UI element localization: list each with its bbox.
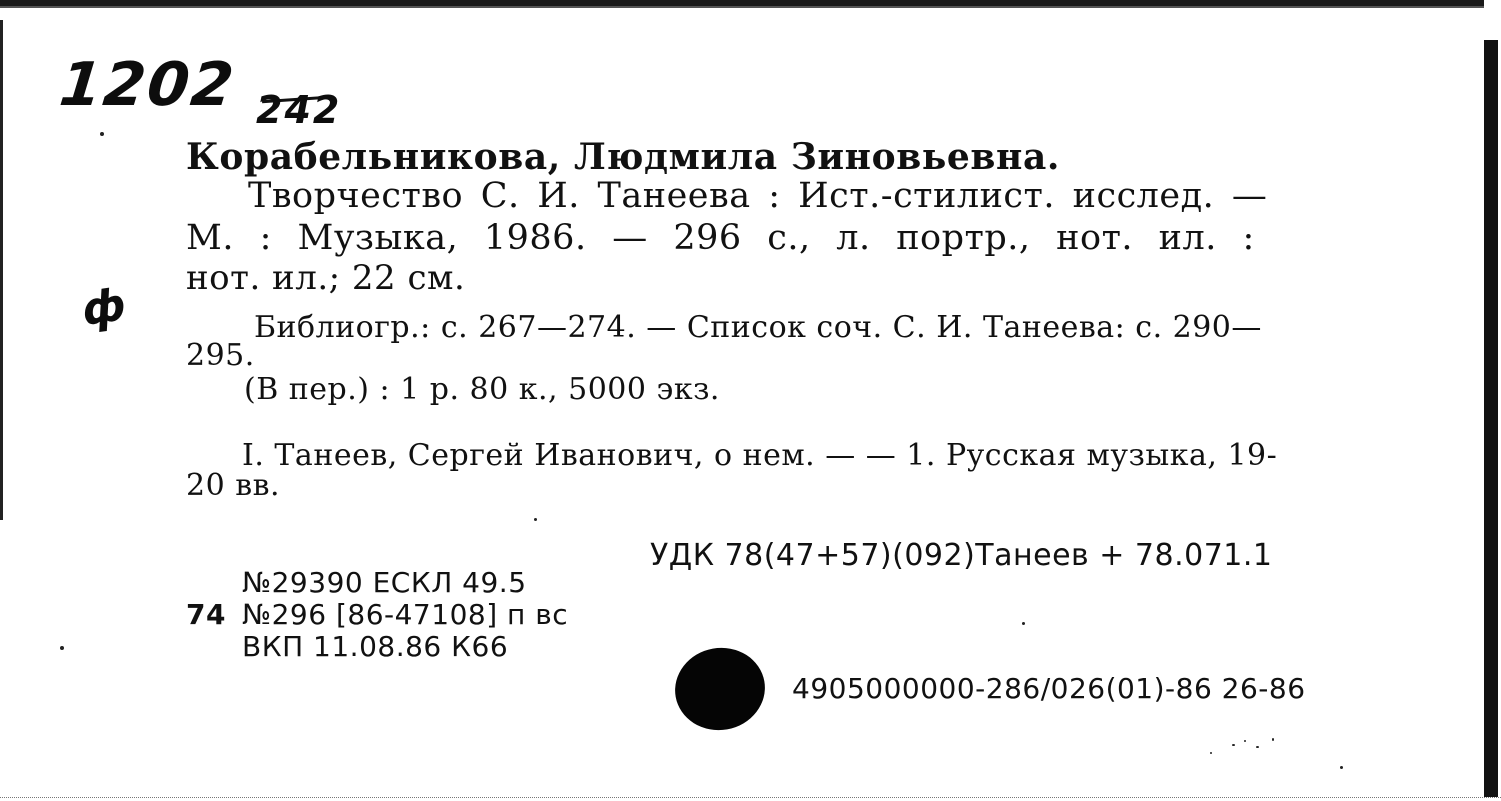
scan-speck [1232,744,1235,746]
scan-speck [1340,766,1343,769]
scan-speck [1244,740,1246,742]
handwritten-shelf-mark-sup: 242 [256,88,342,132]
bibliography-note-line-2: 295. [186,338,255,373]
scan-speck [1272,738,1274,741]
handwritten-shelf-mark: 1202 [56,50,239,120]
title-line-2: М. : Музыка, 1986. — 296 с., л. портр., нот. ил. : [186,218,1255,258]
udk-classification: УДК 78(47+57)(092)Танеев + 78.071.1 [650,538,1273,573]
registration-line-1: №29390 ЕСКЛ 49.5 [242,566,527,599]
registration-line-2: №296 [86-47108] п вс [242,598,569,631]
scan-speck [1256,746,1259,748]
isbn-code: 4905000000-286/026(01)-86 26-86 [792,672,1306,705]
scan-speck [1022,622,1025,625]
card-top-edge-shadow [0,6,1501,8]
title-line-1: Творчество С. И. Танеева : Ист.-стилист. исслед. — [248,176,1268,216]
registration-number: 74 [186,598,226,631]
punch-hole [669,641,772,737]
card-right-edge [1484,0,1501,801]
scan-speck [534,518,537,521]
scan-speck [1210,752,1212,754]
scan-speck [60,646,64,650]
scan-speck [100,132,104,136]
author-heading: Корабельникова, Людмила Зиновьевна. [186,136,1061,178]
card-bottom-edge [0,797,1501,801]
subject-line-1: I. Танеев, Сергей Иванович, о нем. — — 1. Русская музыка, 19- [242,438,1278,473]
price-note: (В пер.) : 1 р. 80 к., 5000 экз. [244,372,720,407]
handwritten-margin-mark: ф [78,279,129,336]
title-line-3: нот. ил.; 22 см. [186,258,466,298]
subject-line-2: 20 вв. [186,468,281,503]
card-left-edge [0,20,3,520]
registration-line-3: ВКП 11.08.86 К66 [242,630,509,663]
card-corner [1484,0,1501,40]
bibliography-note-line-1: Библиогр.: с. 267—274. — Список соч. С. И. Танеева: с. 290— [254,310,1262,345]
